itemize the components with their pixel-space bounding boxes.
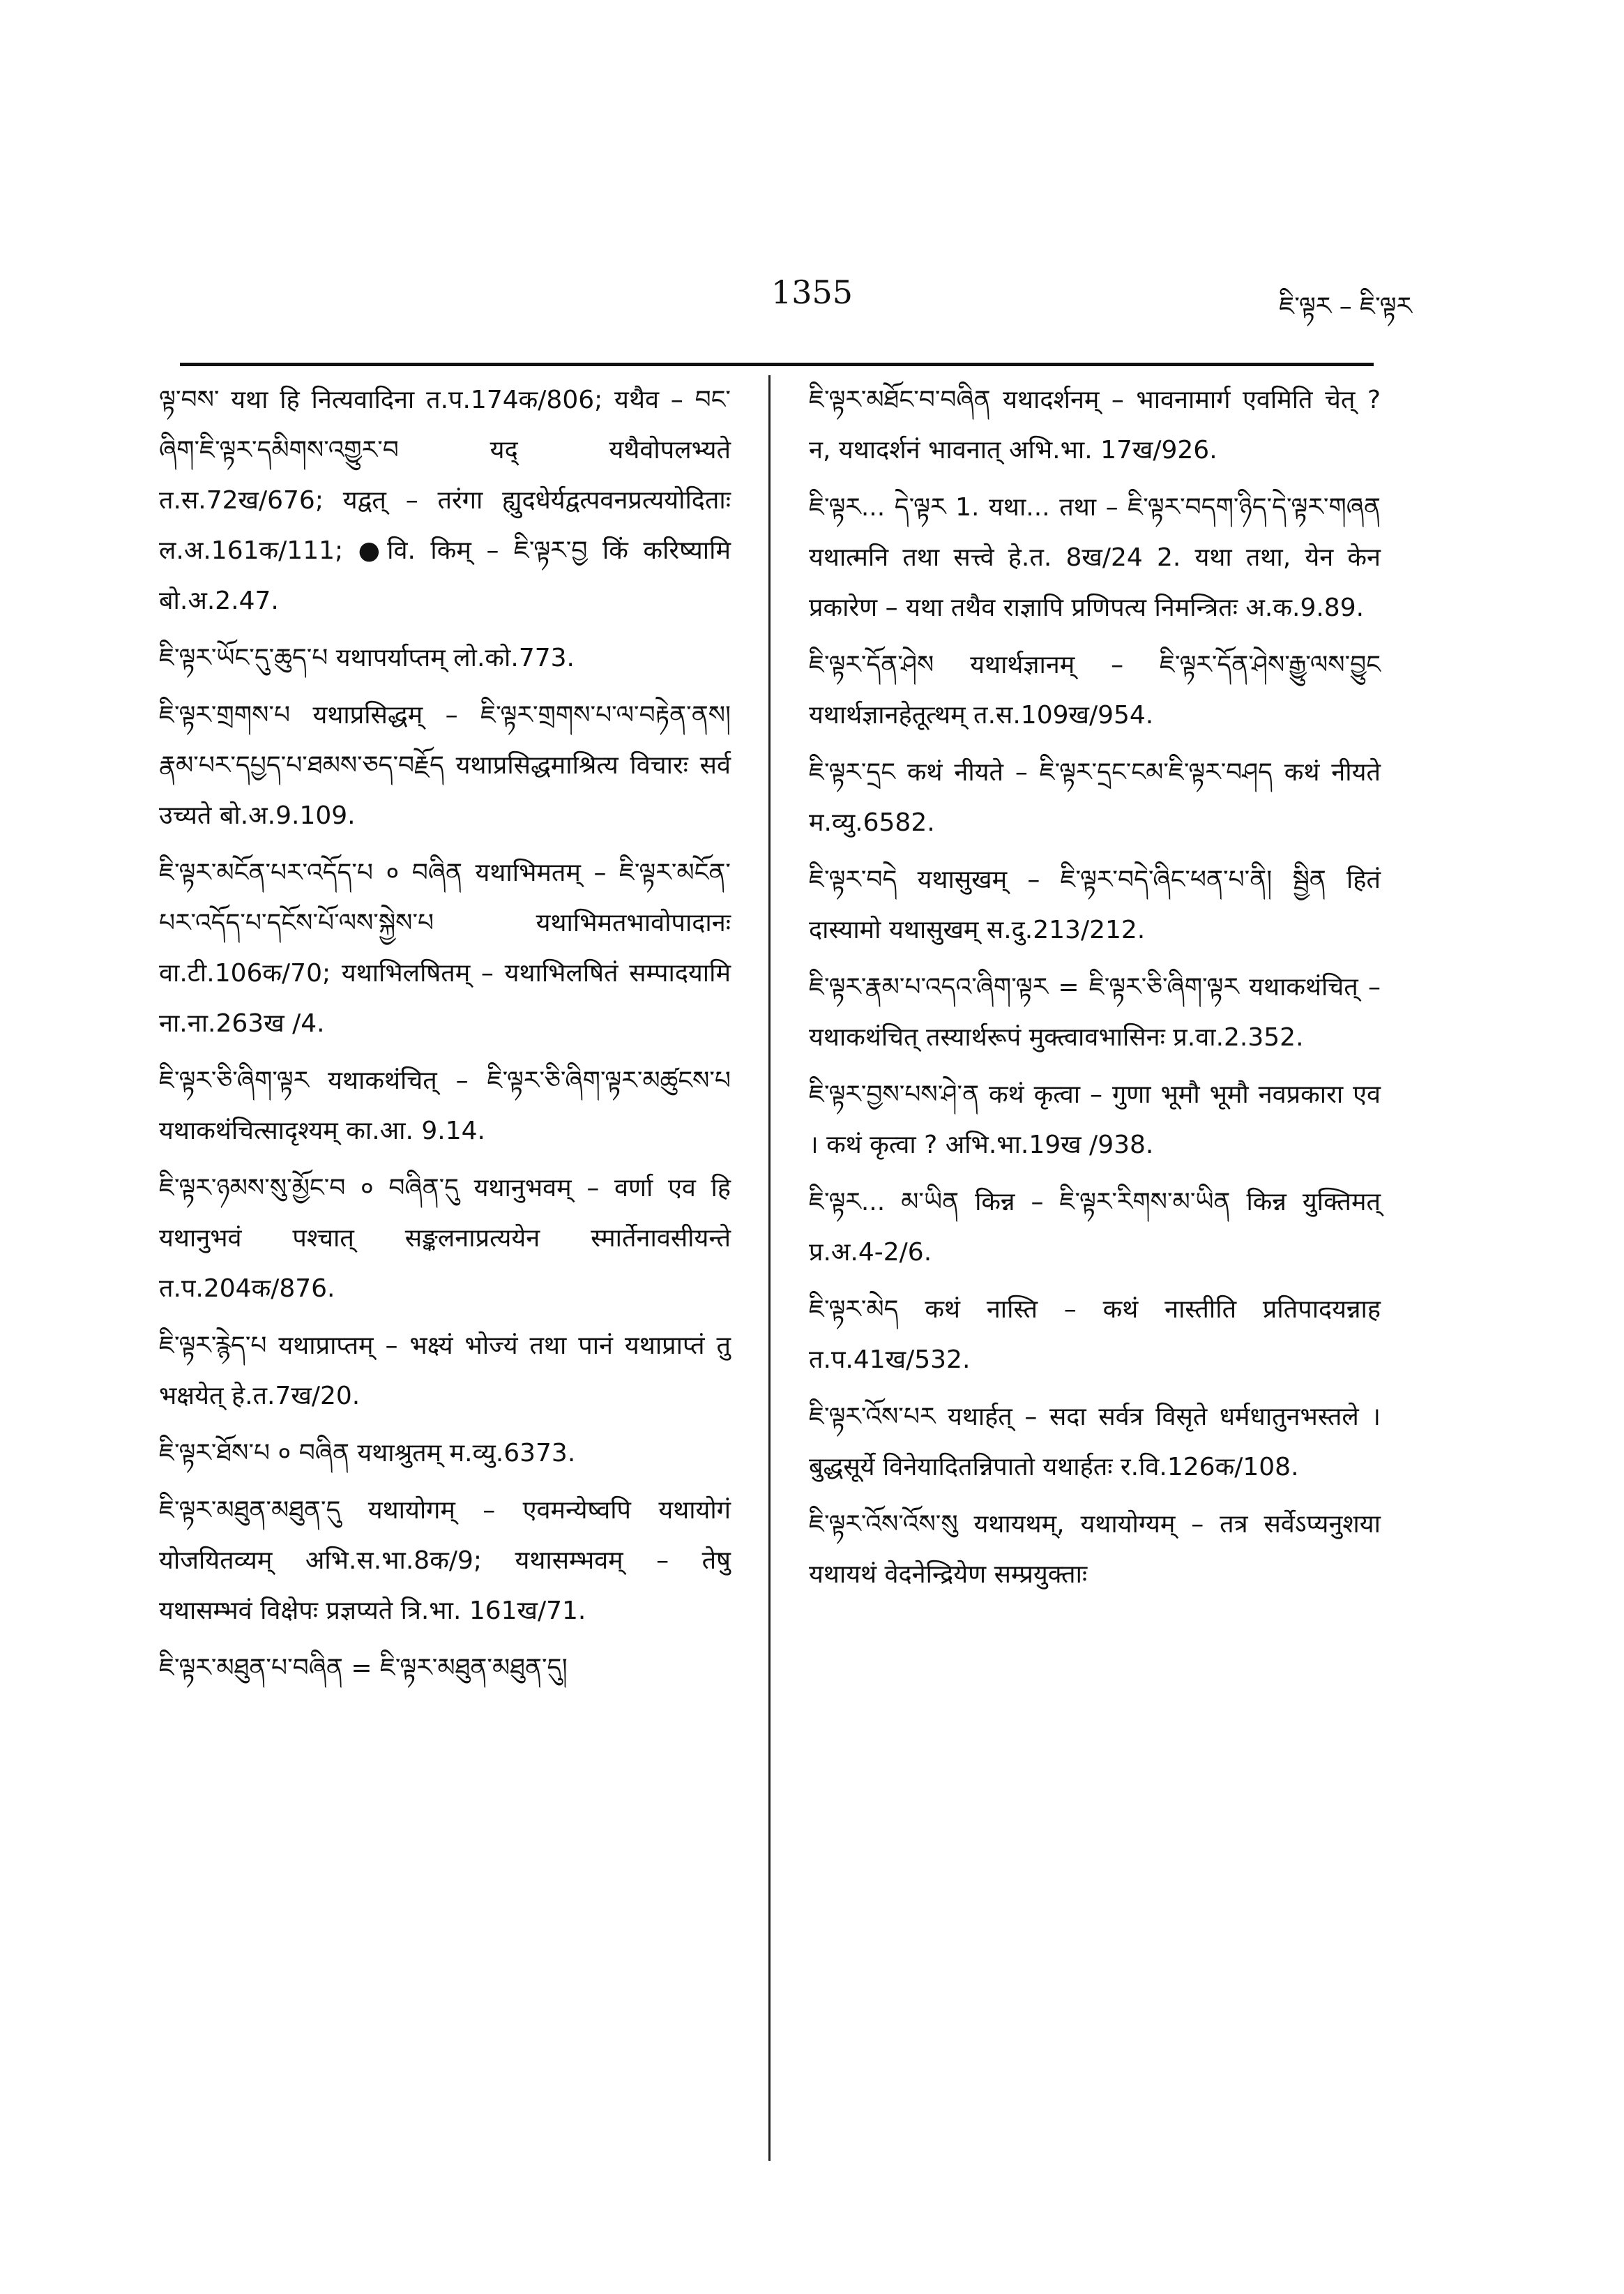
left-column <box>159 375 731 1700</box>
dictionary-entry: ཇི་ལྟར་འོས་འོས་སུ यथायथम्, यथायोग्यम् – तत्र सर्वेऽप्यनुशया यथायथं वेदनेन्द्रियेण सम्प्रयुक्ताः <box>809 1510 1381 1589</box>
running-head: ཇི་ལྟར – ཇི་ལྟར <box>1279 292 1412 321</box>
dictionary-entry: ཇི་ལྟར་རྣམ་པ་འདའ་ཞིག་ལྟར = ཇི་ལྟར་ཅི་ཞིག་ལྟར यथाकथंचित् – यथाकथंचित् तस्यार्थरूपं मुक्त्वावभासिनः प्र.वा.2.352. <box>809 973 1381 1052</box>
right-column <box>809 375 1381 1607</box>
dictionary-entry: ཇི་ལྟར... དེ་ལྟར 1. यथा... तथा – ཇི་ལྟར་བདག་ཉིད་དེ་ལྟར་གཞན यथात्मनि तथा सत्त्वे हे.त. 8ख/24 2. यथा तथा, येन केन प्रकारेण – यथा तथैव राज्ञापि प्रणिपत्य निमन्त्रितः अ.क.9.89. <box>809 493 1381 622</box>
dictionary-entry: ཇི་ལྟར་དྲང कथं नीयते – ཇི་ལྟར་དྲང་ངམ་ཇི་ལྟར་བཤད कथं नीयते म.व्यु.6582. <box>809 758 1381 837</box>
dictionary-entry: ཇི་ལྟར་མཐོང་བ་བཞིན यथादर्शनम् – भावनामार्ग एवमिति चेत् ? न, यथादर्शनं भावनात् अभि.भा. 17ख/926. <box>809 386 1381 465</box>
column-divider <box>768 375 771 2161</box>
page-number: 1355 <box>771 273 853 311</box>
dictionary-entry: ཇི་ལྟར་ཡོང་དུ་ཆུད་པ यथापर्याप्तम् लो.को.773. <box>159 644 575 672</box>
dictionary-entry: ཇི་ལྟར་བདེ यथासुखम् – ཇི་ལྟར་བདེ་ཞིང་ཕན་པ་ནི། སྦྱིན हितं दास्यामो यथासुखम् स.दु.213/212. <box>809 866 1381 944</box>
dictionary-entry: ཇི་ལྟར་ཐོས་པ ० བཞིན यथाश्रुतम् म.व्यु.6373. <box>159 1439 576 1467</box>
dictionary-entry: ཇི་ལྟར་ཉམས་སུ་མྱོང་བ ० བཞིན་དུ यथानुभवम् – वर्णा एव हि यथानुभवं पश्चात् सङ्कलनाप्रत्ययेन स्मार्तेनावसीयन्ते त.प.204क/876. <box>159 1174 731 1303</box>
dictionary-entry: ཇི་ལྟར་རྙེད་པ यथाप्राप्तम् – भक्ष्यं भोज्यं तथा पानं यथाप्राप्तं तु भक्षयेत् हे.त.7ख/20. <box>159 1331 731 1410</box>
dictionary-entry: ཇི་ལྟར་མངོན་པར་འདོད་པ ० བཞིན यथाभिमतम् – ཇི་ལྟར་མངོན་པར་འདོད་པ་དངོས་པོ་ལས་སྐྱེས་པ यथाभिमतभावोपादानः वा.टी.106क/70; यथाभिलषितम् – यथाभिलषितं सम्पादयामि ना.ना.263ख /4. <box>159 859 731 1038</box>
dictionary-entry: ཇི་ལྟར་འོས་པར यथार्हत् – सदा सर्वत्र विसृते धर्मधातुनभस्तले । बुद्धसूर्ये विनेयादितन्निपातो यथार्हतः र.वि.126क/108. <box>809 1403 1381 1481</box>
dictionary-entry: ཇི་ལྟར་མཐུན་པ་བཞིན = ཇི་ལྟར་མཐུན་མཐུན་དུ། <box>159 1654 568 1682</box>
dictionary-entry: ཇི་ལྟར་གྲགས་པ यथाप्रसिद्धम् – ཇི་ལྟར་གྲགས་པ་ལ་བརྟེན་ནས། རྣམ་པར་དཔྱད་པ་ཐམས་ཅད་བརྗོད यथाप्रसिद्धमाश्रित्य विचारः सर्व उच्यते बो.अ.9.109. <box>159 701 731 830</box>
dictionary-entry: ཇི་ལྟར... མ་ཡིན किन्न – ཇི་ལྟར་རིགས་མ་ཡིན किन्न युक्तिमत् प्र.अ.4-2/6. <box>809 1188 1381 1267</box>
dictionary-entry: ལྟ་བས་ यथा हि नित्यवादिना त.प.174क/806; यथैव – བང་ཞིག་ཇི་ལྟར་དམིགས་འགྱུར་བ यद् यथैवोपलभ्यते त.स.72ख/676; यद्वत् – तरंगा ह्युदधेर्यद्वत्पवनप्रत्ययोदिताः ल.अ.161क/111; ●वि. किम् – ཇི་ལྟར་བྱ किं करिष्यामि बो.अ.2.47. <box>159 386 731 615</box>
dictionary-entry: ཇི་ལྟར་མེད कथं नास्ति – कथं नास्तीति प्रतिपादयन्नाह त.प.41ख/532. <box>809 1295 1381 1374</box>
dictionary-entry: ཇི་ལྟར་མཐུན་མཐུན་དུ यथायोगम् – एवमन्येष्वपि यथायोगं योजयितव्यम् अभि.स.भा.8क/9; यथासम्भवम् – तेषु यथासम्भवं विक्षेपः प्रज्ञप्यते त्रि.भा. 161ख/71. <box>159 1496 731 1625</box>
dictionary-entry: ཇི་ལྟར་བྱས་པས་ཤེ་ན कथं कृत्वा – गुणा भूमौ भूमौ नवप्रकारा एव । कथं कृत्वा ? अभि.भा.19ख /938. <box>809 1080 1381 1159</box>
dictionary-entry: ཇི་ལྟར་དོན་ཤེས यथार्थज्ञानम् – ཇི་ལྟར་དོན་ཤེས་རྒྱུ་ལས་བྱུང यथार्थज्ञानहेतूत्थम् त.स.109ख/954. <box>809 651 1381 730</box>
header-rule <box>180 363 1374 366</box>
dictionary-entry: ཇི་ལྟར་ཅི་ཞིག་ལྟར यथाकथंचित् – ཇི་ལྟར་ཅི་ཞིག་ལྟར་མཚུངས་པ यथाकथंचित्सादृश्यम् का.आ. 9.14. <box>159 1066 731 1145</box>
